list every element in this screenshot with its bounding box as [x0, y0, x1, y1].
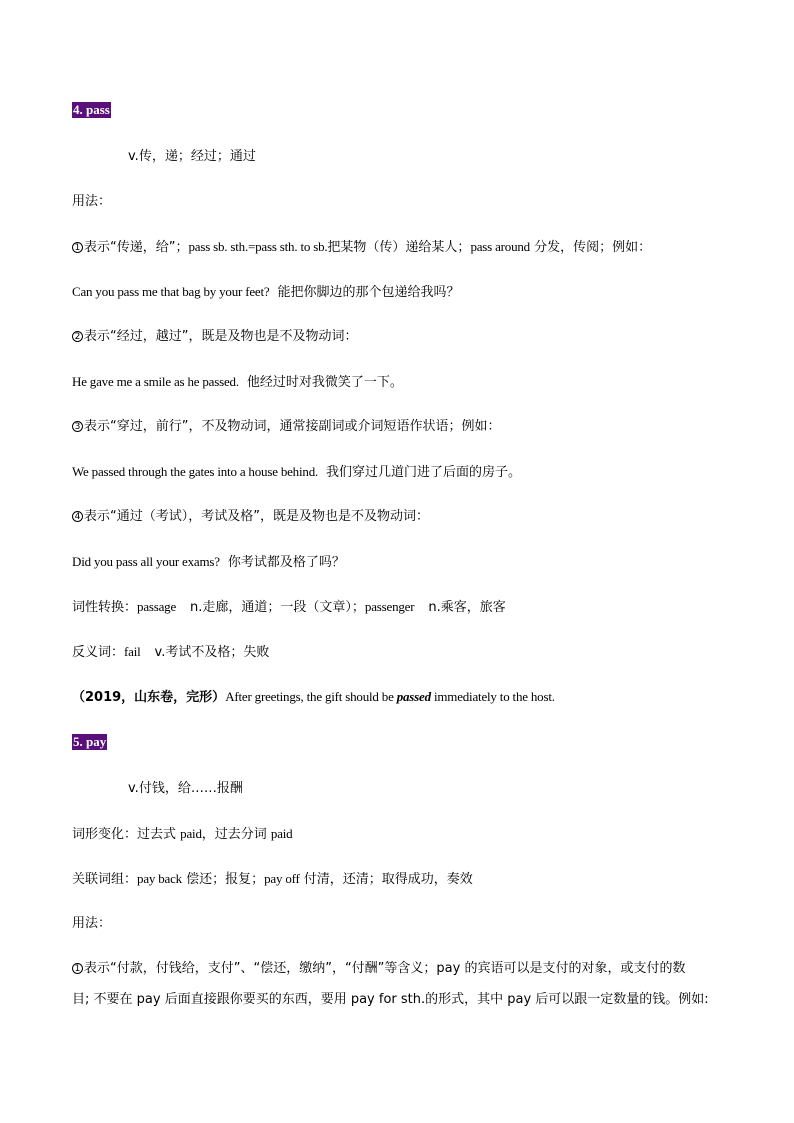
section-heading-pass: [72, 102, 111, 120]
example-3: [72, 463, 521, 482]
example-english: Did you pass all your exams?: [72, 554, 220, 569]
circled-number-1: 1: [72, 963, 83, 974]
example-chinese: 他经过时对我微笑了一下。: [246, 375, 403, 390]
heading-label: 5. pay: [73, 734, 107, 749]
example-chinese: 你考试都及格了吗？: [227, 555, 345, 570]
circled-number-2: 2: [72, 331, 83, 342]
example-2: [72, 373, 403, 392]
related-phrases: 关联词组：pay back 偿还；报复；pay off 付清，还清；取得成功，奏效: [72, 871, 473, 887]
usage-label: 用法：: [72, 194, 112, 209]
example-4: [72, 553, 345, 572]
usage-label: 用法：: [72, 916, 112, 931]
word-forms: 词形变化：过去式 paid，过去分词 paid: [72, 826, 293, 842]
exam-keyword: passed: [396, 689, 431, 704]
example-chinese: 能把你脚边的那个包递给我吗？: [277, 285, 460, 300]
circled-number-3: 3: [72, 421, 83, 432]
example-chinese: 我们穿过几道门进了后面的房子。: [326, 465, 522, 480]
pay-usage-item-1-line2: 目; 不要在 pay 后面直接跟你要买的东西，要用 pay for sth.的形式，其中 pay 后可以跟一定数量的钱。例如:: [72, 992, 709, 1007]
example-english: We passed through the gates into a house behind.: [72, 464, 319, 479]
exam-source: （2019，山东卷，完形）: [72, 690, 226, 705]
definition-pass: v.传，递；经过；通过: [128, 149, 256, 164]
usage-item-4: 4 表示“通过（考试），考试及格”，既是及物也是不及物动词：: [72, 508, 429, 526]
circled-number-1: 1: [72, 242, 83, 253]
definition-pay: v.付钱，给……报酬: [128, 781, 243, 796]
heading-label: 4. pass: [73, 102, 110, 117]
part-of-speech-conversion: 词性转换：passage n.走廊，通道；一段（文章）；passenger n.乘客，旅客: [72, 599, 506, 615]
circled-number-4: 4: [72, 511, 83, 522]
pay-usage-item-1-line1: 1 表示“付款，付钱给，支付”、“偿还，缴纳”，“付酬”等含义；pay 的宾语可以是支付的对象，或支付的数: [72, 960, 685, 978]
example-english: Can you pass me that bag by your feet?: [72, 284, 270, 299]
antonym: 反义词：fail v.考试不及格；失败: [72, 644, 270, 660]
exam-example: （2019，山东卷，完形）After greetings, the gift should be passed immediately to the host.: [72, 689, 555, 705]
usage-item-2: 2 表示“经过，越过”，既是及物也是不及物动词：: [72, 328, 357, 346]
example-1: [72, 283, 459, 302]
example-english: He gave me a smile as he passed.: [72, 374, 239, 389]
usage-item-1: 1 表示“传递，给”；pass sb. sth.=pass sth. to sb.把某物（传）递给某人；pass around 分发，传阅；例如：: [72, 238, 651, 257]
usage-item-3: 3 表示“穿过，前行”，不及物动词，通常接副词或介词短语作状语；例如：: [72, 418, 500, 436]
section-heading-pay: [72, 734, 107, 752]
